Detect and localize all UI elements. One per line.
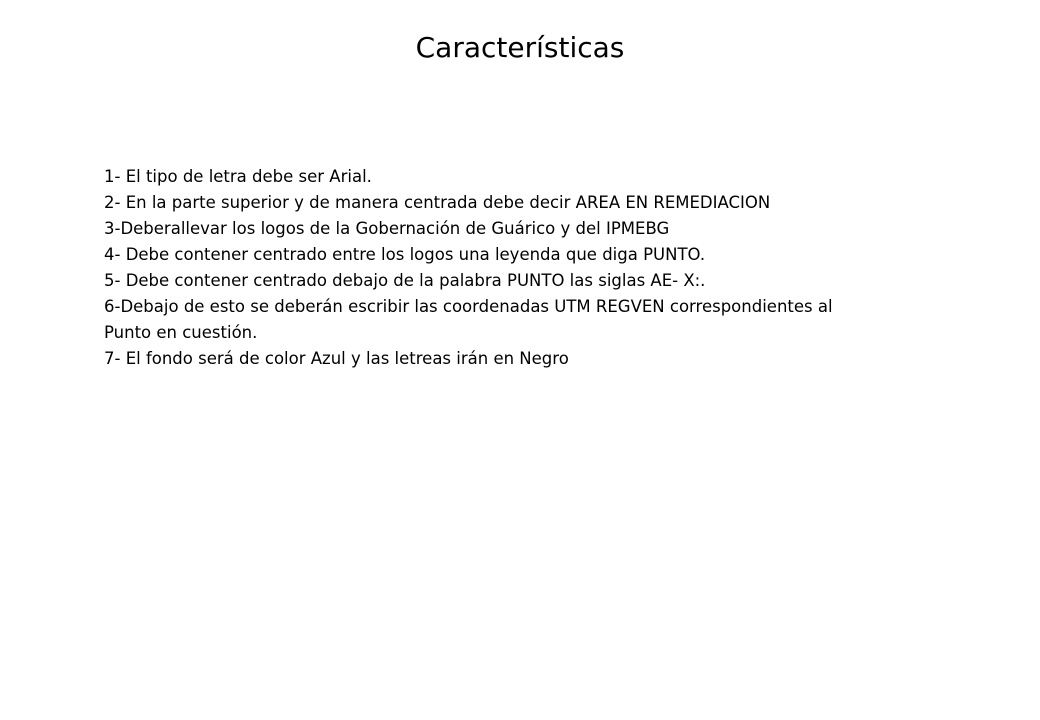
body-line-5: 5- Debe contener centrado debajo de la palabra PUNTO las siglas AE- X:. (104, 271, 706, 290)
body-line-4: 4- Debe contener centrado entre los logos una leyenda que diga PUNTO. (104, 245, 706, 264)
body-line-1: 1- El tipo de letra debe ser Arial. (104, 167, 372, 186)
slide-title: Características (415, 31, 625, 64)
slide-body (104, 164, 994, 372)
body-line-2: 2- En la parte superior y de manera centrada debe decir AREA EN REMEDIACION (104, 193, 771, 212)
body-line-6: 6-Debajo de esto se deberán escribir las coordenadas UTM REGVEN correspondientes al (104, 297, 833, 316)
body-line-6-continued: Punto en cuestión. (104, 323, 258, 342)
body-line-3: 3-Deberallevar los logos de la Gobernación de Guárico y del IPMEBG (104, 219, 670, 238)
body-line-7: 7- El fondo será de color Azul y las letreas irán en Negro (104, 349, 569, 368)
